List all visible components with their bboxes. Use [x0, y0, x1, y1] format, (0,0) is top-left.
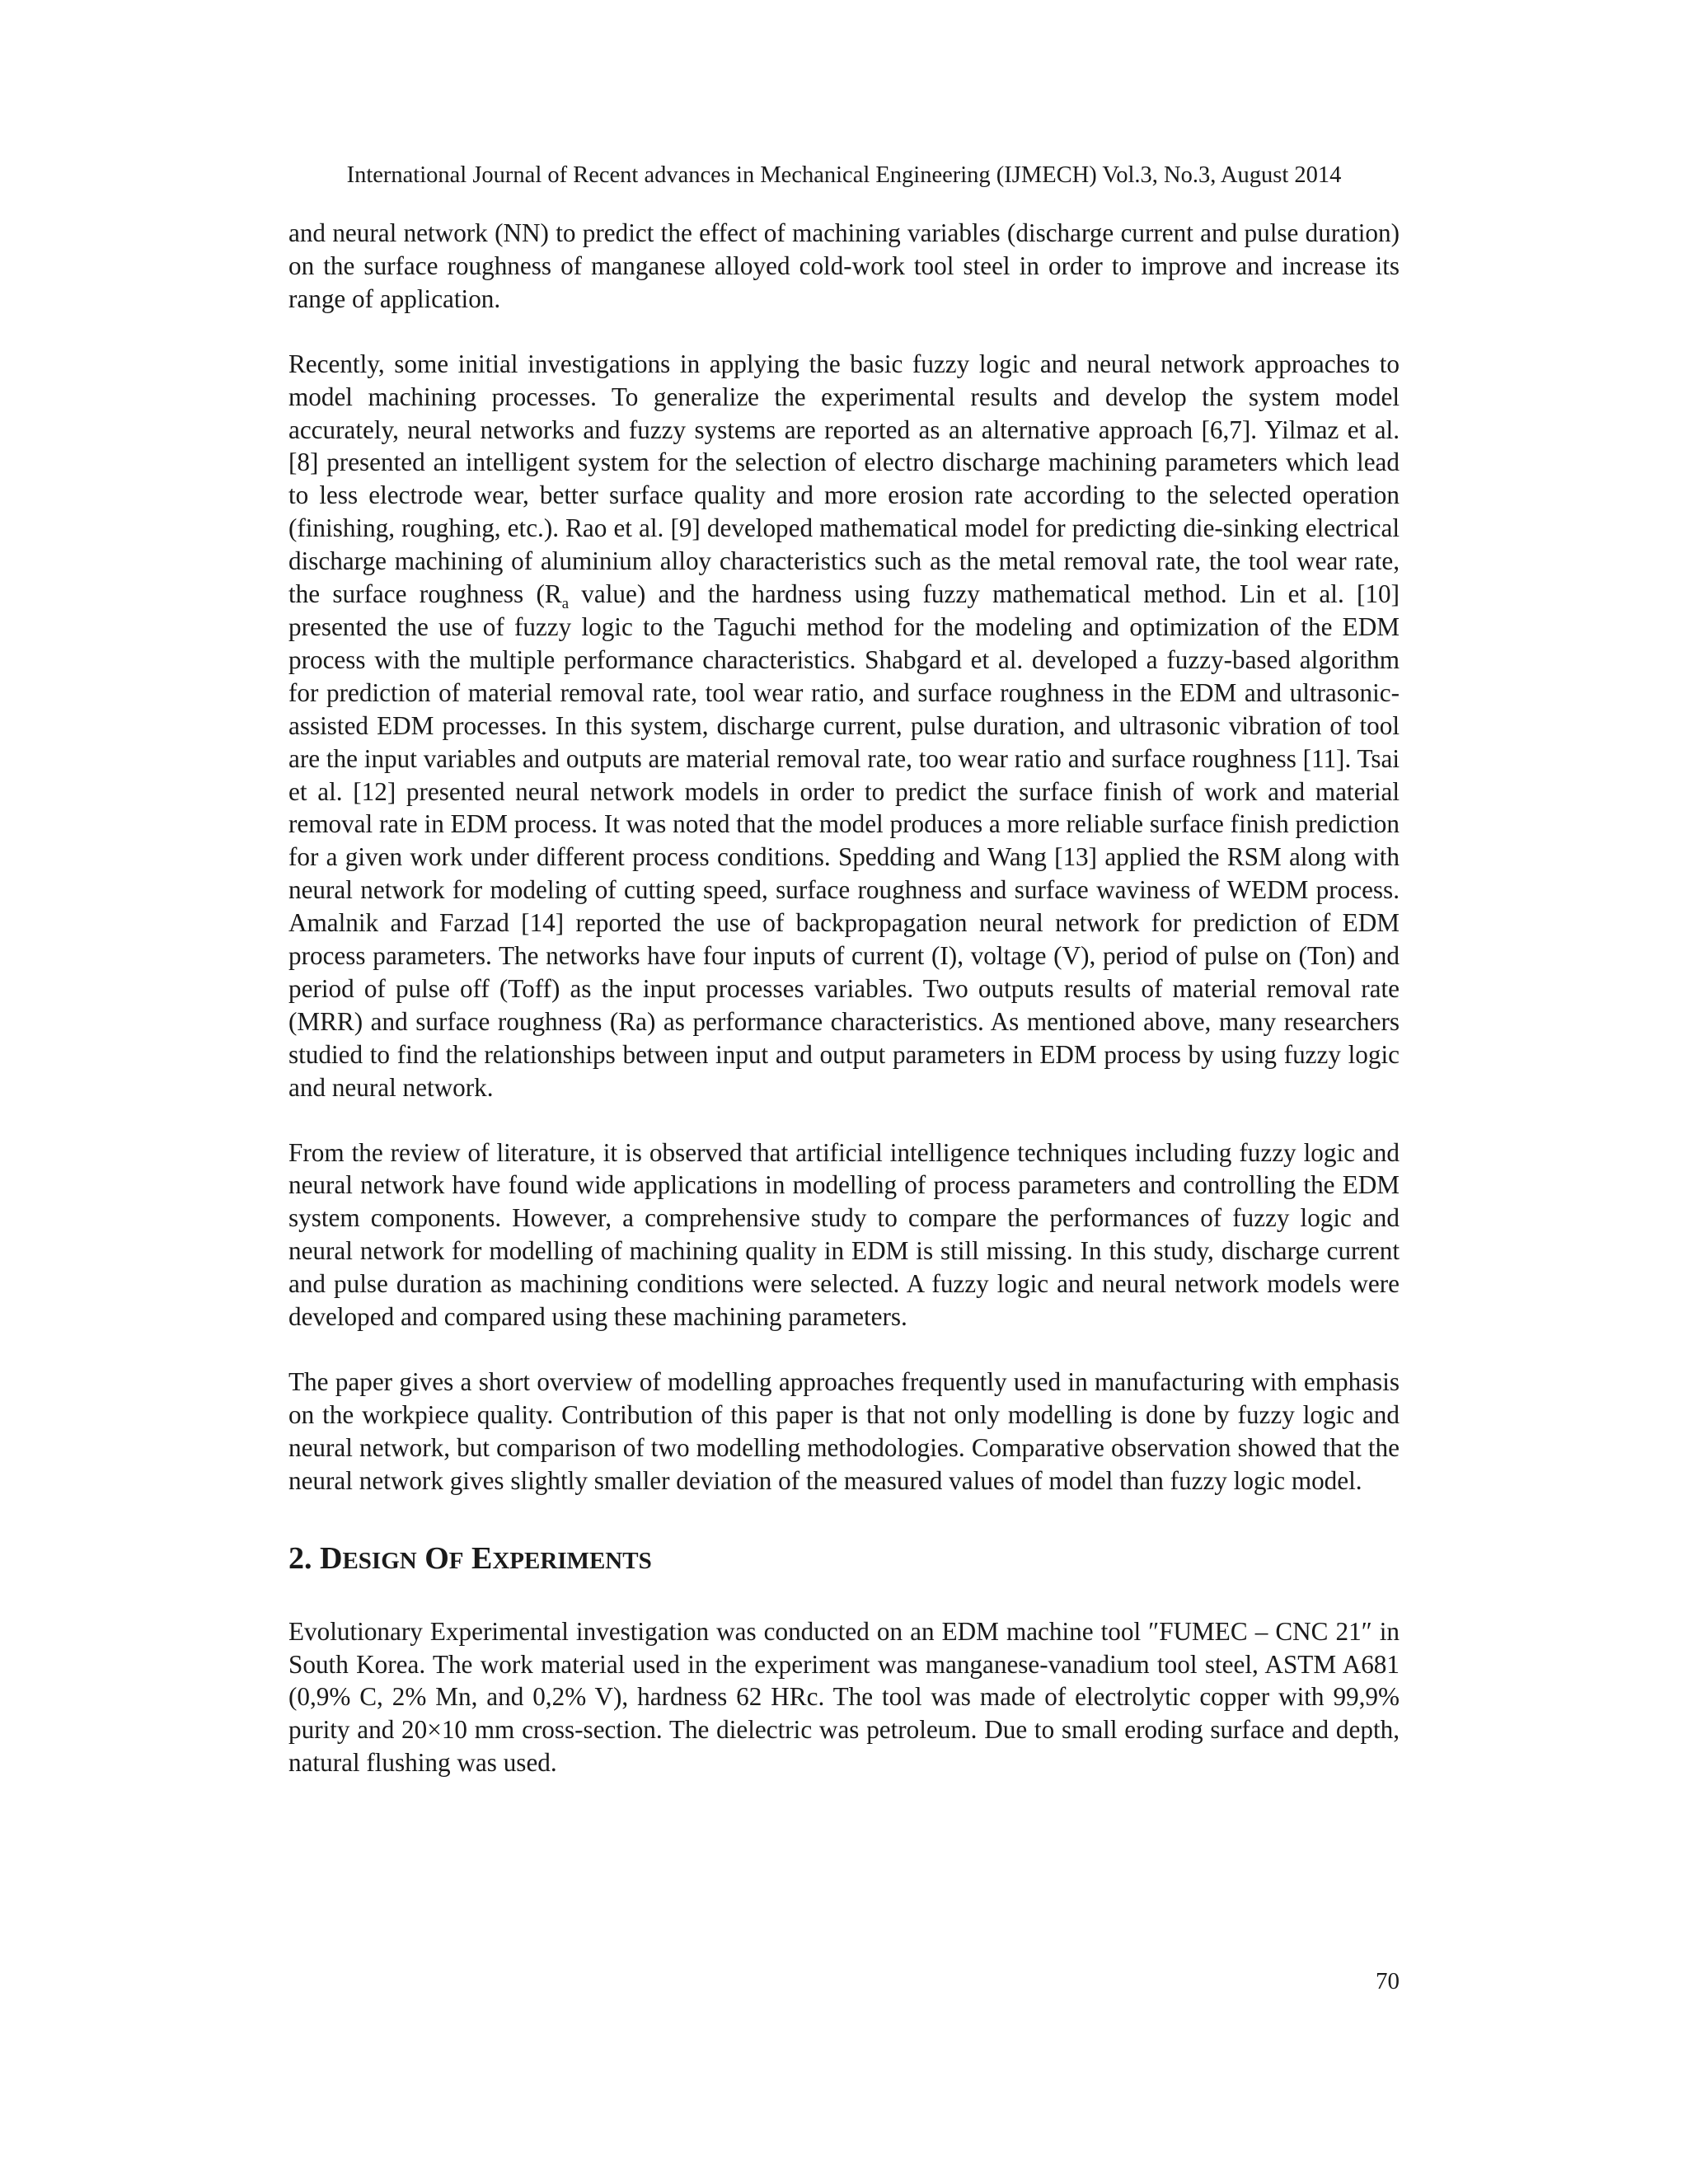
- paragraph-text: value) and the hardness using fuzzy mathematical method. Lin et al. [10] presented the use of fuzzy logic to the Taguchi method for the modeling and optimization of the EDM process with the multiple performance characteristics. Shabgard et al. developed a fuzzy-based algorithm for prediction of material removal rate, tool wear ratio, and surface roughness in the EDM and ultrasonic-assisted EDM processes. In this system, discharge current, pulse duration, and ultrasonic vibration of tool are the input variables and outputs are material removal rate, too wear ratio and surface roughness [11]. Tsai et al. [12] presented neural network models in order to predict the surface finish of work and material removal rate in EDM process. It was noted that the model produces a more reliable surface finish prediction for a given work under different process conditions. Spedding and Wang [13] applied the RSM along with neural network for modeling of cutting speed, surface roughness and surface waviness of WEDM process. Amalnik and Farzad [14] reported the use of backpropagation neural network for prediction of EDM process parameters. The networks have four inputs of current (I), voltage (V), period of pulse on (Ton) and period of pulse off (Toff) as the input processes variables. Two outputs results of material removal rate (MRR) and surface roughness (Ra) as performance characteristics. As mentioned above, many researchers studied to find the relationships between input and output parameters in EDM process by using fuzzy logic and neural network.: [288, 579, 1400, 1102]
- paragraph-literature-review: [288, 348, 1400, 1104]
- paragraph-text: Recently, some initial investigations in applying the basic fuzzy logic and neural network approaches to model machining processes. To generalize the experimental results and develop the system model accurately, neural networks and fuzzy systems are reported as an alternative approach [6,7]. Yilmaz et al. [8] presented an intelligent system for the selection of electro discharge machining parameters which lead to less electrode wear, better surface quality and more erosion rate according to the selected operation (finishing, roughing, etc.). Rao et al. [9] developed mathematical model for predicting die-sinking electrical discharge machining of aluminium alloy characteristics such as the metal removal rate, the tool wear rate, the surface roughness (R: [288, 349, 1400, 609]
- paragraph-experimental-setup: Evolutionary Experimental investigation was conducted on an EDM machine tool ″FUMEC – CNC 21″ in South Korea. The work material used in the experiment was manganese-vanadium tool steel, ASTM A681 (0,9% C, 2% Mn, and 0,2% V), hardness 62 HRc. The tool was made of electrolytic copper with 99,9% purity and 20×10 mm cross-section. The dielectric was petroleum. Due to small eroding surface and depth, natural flushing was used.: [288, 1616, 1400, 1778]
- heading-word-cap: O: [424, 1540, 449, 1576]
- heading-word-rest: ESIGN: [342, 1547, 417, 1574]
- subscript-a: a: [561, 595, 569, 613]
- paragraph-review-summary: From the review of literature, it is observed that artificial intelligence techniques including fuzzy logic and neural network have found wide applications in modelling of process parameters and controlling the EDM system components. However, a comprehensive study to compare the performances of fuzzy logic and neural network for modelling of machining quality in EDM is still missing. In this study, discharge current and pulse duration as machining conditions were selected. A fuzzy logic and neural network models were developed and compared using these machining parameters.: [288, 1137, 1400, 1332]
- paragraph-intro-continuation: and neural network (NN) to predict the effect of machining variables (discharge current and pulse duration) on the surface roughness of manganese alloyed cold-work tool steel in order to improve and increase its range of application.: [288, 218, 1400, 313]
- heading-word-rest: XPERIMENTS: [492, 1547, 652, 1574]
- journal-header: International Journal of Recent advances in Mechanical Engineering (IJMECH) Vol.3, No.3, August 2014: [346, 162, 1342, 188]
- section-heading: [288, 1540, 1400, 1579]
- paragraph-contribution: The paper gives a short overview of modelling approaches frequently used in manufacturing with emphasis on the workpiece quality. Contribution of this paper is that not only modelling is done by fuzzy logic and neural network, but comparison of two modelling methodologies. Comparative observation showed that the neural network gives slightly smaller deviation of the measured values of model than fuzzy logic model.: [288, 1367, 1400, 1495]
- page-number: 70: [1376, 1968, 1400, 1994]
- page-body: [288, 217, 1400, 1779]
- heading-word-cap: D: [320, 1540, 343, 1576]
- heading-word-cap: E: [471, 1540, 493, 1576]
- section-number: 2.: [288, 1540, 312, 1576]
- heading-word-rest: F: [448, 1547, 464, 1574]
